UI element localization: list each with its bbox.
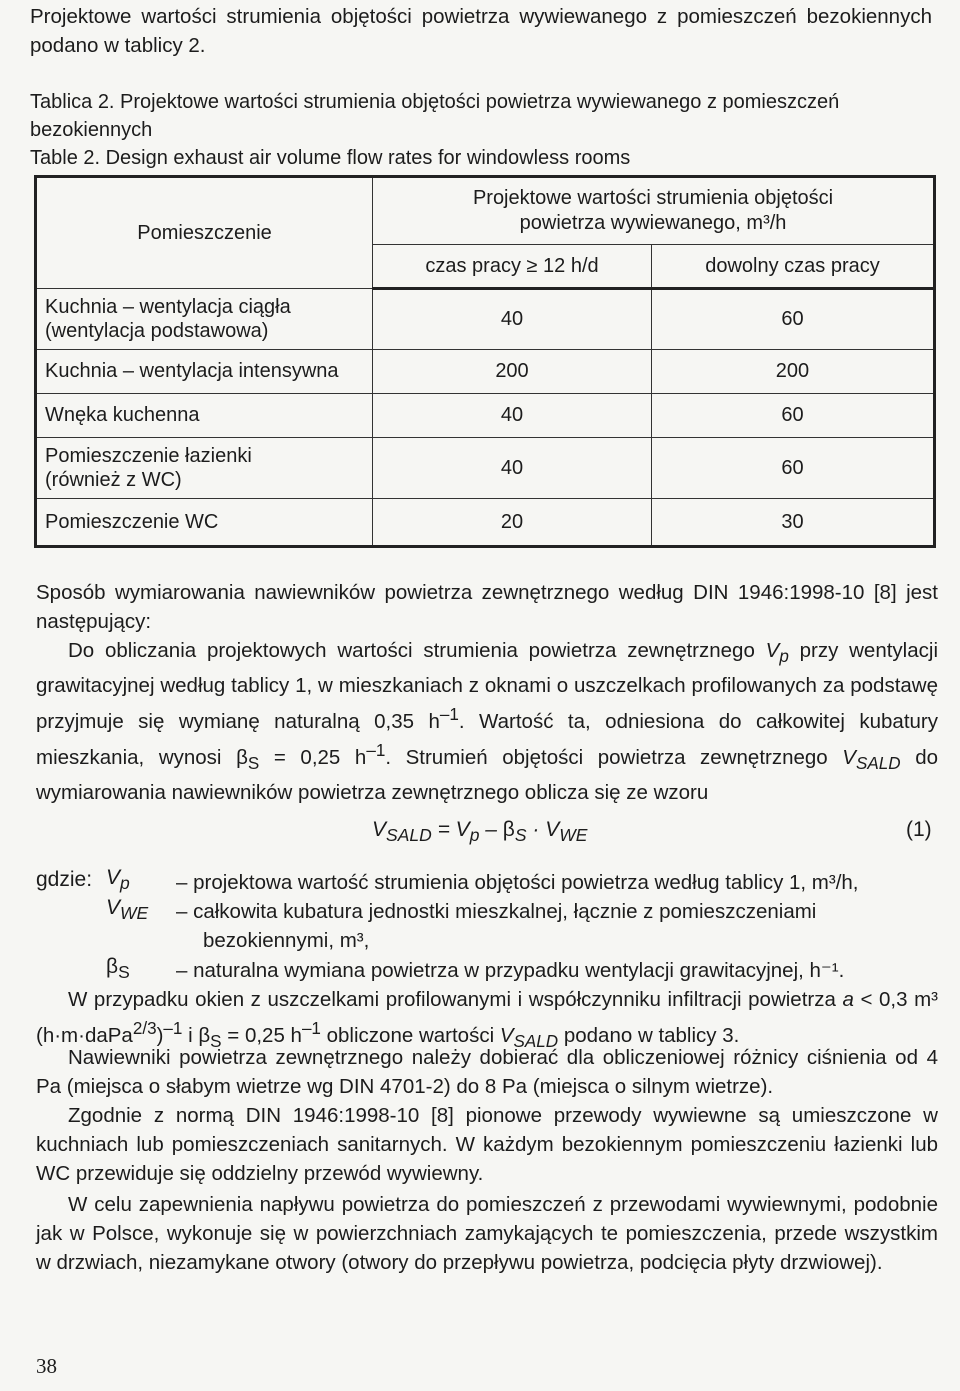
row-value-a: 40 (373, 438, 652, 499)
row-name-line2: (również z WC) (45, 469, 182, 491)
paragraph-3: W przypadku okien z uszczelkami profilowanymi i współczynniku infiltracji powietrza a < 0,3 m³ (h·m·daPa$^{2/3}$)$^{-1}$ i $\beta_S = 0,25$ $h^{-1}$ obliczone wartości $V_{SALD}$ podano w tablicy 3. (36, 988, 938, 1051)
paragraph-1-text: Sposób wymiarowania nawiewników powietrza zewnętrznego według DIN 1946:1998-10 [8] jest następujący: (36, 581, 938, 633)
p2-text-1: Do obliczania projektowych wartości strumienia powietrza zewnętrznego (68, 639, 766, 662)
paragraph-6 (36, 1190, 938, 1277)
symbol-beta: $\beta_S$ (106, 955, 130, 983)
symbol-vwe: $V_{WE}$ (106, 896, 149, 924)
row-value-a: 40 (373, 289, 652, 350)
row-name (36, 289, 373, 350)
row-value-b: 60 (651, 438, 934, 499)
p3-text-1: W przypadku okien z uszczelkami profilowanymi i współczynniku infiltracji powietrza (68, 988, 843, 1011)
header-sub-1: czas pracy ≥ 12 h/d (373, 245, 652, 289)
p2-text-2: przy wentylacji grawitacyjnej według tablicy 1, w mieszkaniach z oknami o uszczelkach profilowanych za podstawę przyjmuje się wymianę naturalną 0,35 h (36, 639, 938, 733)
row-name: Wnęka kuchenna (36, 394, 373, 438)
table-caption-en: Table 2. Design exhaust air volume flow rates for windowless rooms (30, 147, 631, 169)
p3-text-2: < 0,3 m³ (h·m·daPa (36, 988, 938, 1047)
table-caption (30, 88, 936, 172)
table-row (36, 499, 935, 547)
row-name-line2: (wentylacja podstawowa) (45, 320, 269, 342)
intro-paragraph (30, 2, 932, 60)
row-name: Kuchnia – wentylacja intensywna (36, 350, 373, 394)
p2-text-4: = 0,25 h (259, 745, 367, 769)
p3-text-5: = 0,25 h (221, 1023, 302, 1047)
table-row (36, 394, 935, 438)
row-value-b: 60 (651, 289, 934, 350)
row-value-b: 30 (651, 499, 934, 547)
row-name: Pomieszczenie WC (36, 499, 373, 547)
header-room (36, 177, 373, 289)
p3-text-3: ) (156, 1023, 164, 1047)
definition-vp: – projektowa wartość strumienia objętości powietrza według tablicy 1, m³/h, (176, 871, 859, 894)
p3-text-6: obliczone wartości (320, 1023, 500, 1047)
header-sub-2: dowolny czas pracy (651, 245, 934, 289)
row-value-b: 200 (651, 350, 934, 394)
table-row (36, 289, 935, 350)
definition-vwe-line2: bezokiennymi, m³, (203, 929, 370, 952)
row-value-a: 200 (373, 350, 652, 394)
definition-vwe (176, 897, 946, 955)
row-name-line1: Kuchnia – wentylacja ciągła (45, 296, 291, 318)
row-value-b: 60 (651, 394, 934, 438)
table-caption-pl: Tablica 2. Projektowe wartości strumienia objętości powietrza wywiewanego z pomieszczeń bezokiennych (30, 91, 840, 141)
paragraph-4-text: Nawiewniki powietrza zewnętrznego należy dobierać dla obliczeniowej różnicy ciśnienia od 4 Pa (miejsca o słabym wietrze wg DIN 4701-2) do 8 Pa (miejsca o silnym wietrze). (36, 1046, 938, 1098)
table-row (36, 350, 935, 394)
definition-beta: – naturalna wymiana powietrza w przypadku wentylacji grawitacyjnej, h⁻¹. (176, 959, 845, 982)
header-values-line2: powietrza wywiewanego, m³/h (519, 212, 787, 234)
row-name (36, 438, 373, 499)
row-value-a: 40 (373, 394, 652, 438)
table-2 (34, 175, 936, 548)
paragraph-1 (36, 578, 938, 636)
header-values-line1: Projektowe wartości strumienia objętości (472, 187, 834, 209)
where-label: gdzie: (36, 868, 93, 891)
header-room-label: Pomieszczenie (137, 221, 272, 244)
p2-text-3: . Wartość ta, odniesiona do całkowitej kubatury mieszkania, wynosi β (36, 709, 938, 769)
header-values (373, 177, 935, 245)
row-name-line1: Pomieszczenie łazienki (45, 445, 252, 467)
paragraph-2: Do obliczania projektowych wartości strumienia powietrza zewnętrznego $V_p$ przy wentylacji grawitacyjnej według tablicy 1, w mieszkaniach z oknami o uszczelkach profilowanych za podstawę przyjmuje się wymianę naturalną 0,35 $h^{-1}$. Wartość ta, odniesiona do całkowitej kubatury mieszkania, wynosi $\beta_S = 0,25$ $h^{-1}$. Strumień objętości powietrza zewnętrznego $V_{SALD}$ do wymiarowania nawiewników powietrza zewnętrznego oblicza się ze wzoru (36, 639, 939, 804)
page-number: 38 (36, 1354, 57, 1378)
p2-text-5: . Strumień objętości powietrza zewnętrznego (385, 745, 843, 769)
formula-number: (1) (906, 818, 932, 841)
paragraph-5 (36, 1101, 938, 1188)
table-row (36, 438, 935, 499)
symbol-vp: $V_p$ (106, 866, 130, 894)
p2-text-6: do wymiarowania nawiewników powietrza zewnętrznego oblicza się ze wzoru (36, 745, 939, 804)
paragraph-6-text: W celu zapewnienia napływu powietrza do pomieszczeń z przewodami wywiewnymi, podobnie jak w Polsce, wykonuje się w powierzchniach zamykających te pomieszczenia, przede wszystkim w drzwiach, niezamykane otwory (otwory do przepływu powietrza, podcięcia płyty drzwiowej). (36, 1193, 938, 1274)
formula-1: $V_{SALD} = V_p - \beta_S \cdot V_{WE}$ (372, 818, 588, 846)
p3-text-7: podano w tablicy 3. (558, 1023, 740, 1047)
intro-text: Projektowe wartości strumienia objętości powietrza wywiewanego z pomieszczeń bezokiennych podano w tablicy 2. (30, 5, 932, 57)
paragraph-5-text: Zgodnie z normą DIN 1946:1998-10 [8] pionowe przewody wywiewne są umieszczone w kuchniach lub pomieszczeniach sanitarnych. W każdym bezokiennym pomieszczeniu łazienki lub WC przewiduje się oddzielny przewód wywiewny. (36, 1104, 938, 1185)
row-value-a: 20 (373, 499, 652, 547)
definition-vwe-line1: – całkowita kubatura jednostki mieszkalnej, łącznie z pomieszczeniami (176, 900, 817, 923)
paragraph-4 (36, 1043, 938, 1101)
p3-text-4: i β (182, 1023, 211, 1047)
